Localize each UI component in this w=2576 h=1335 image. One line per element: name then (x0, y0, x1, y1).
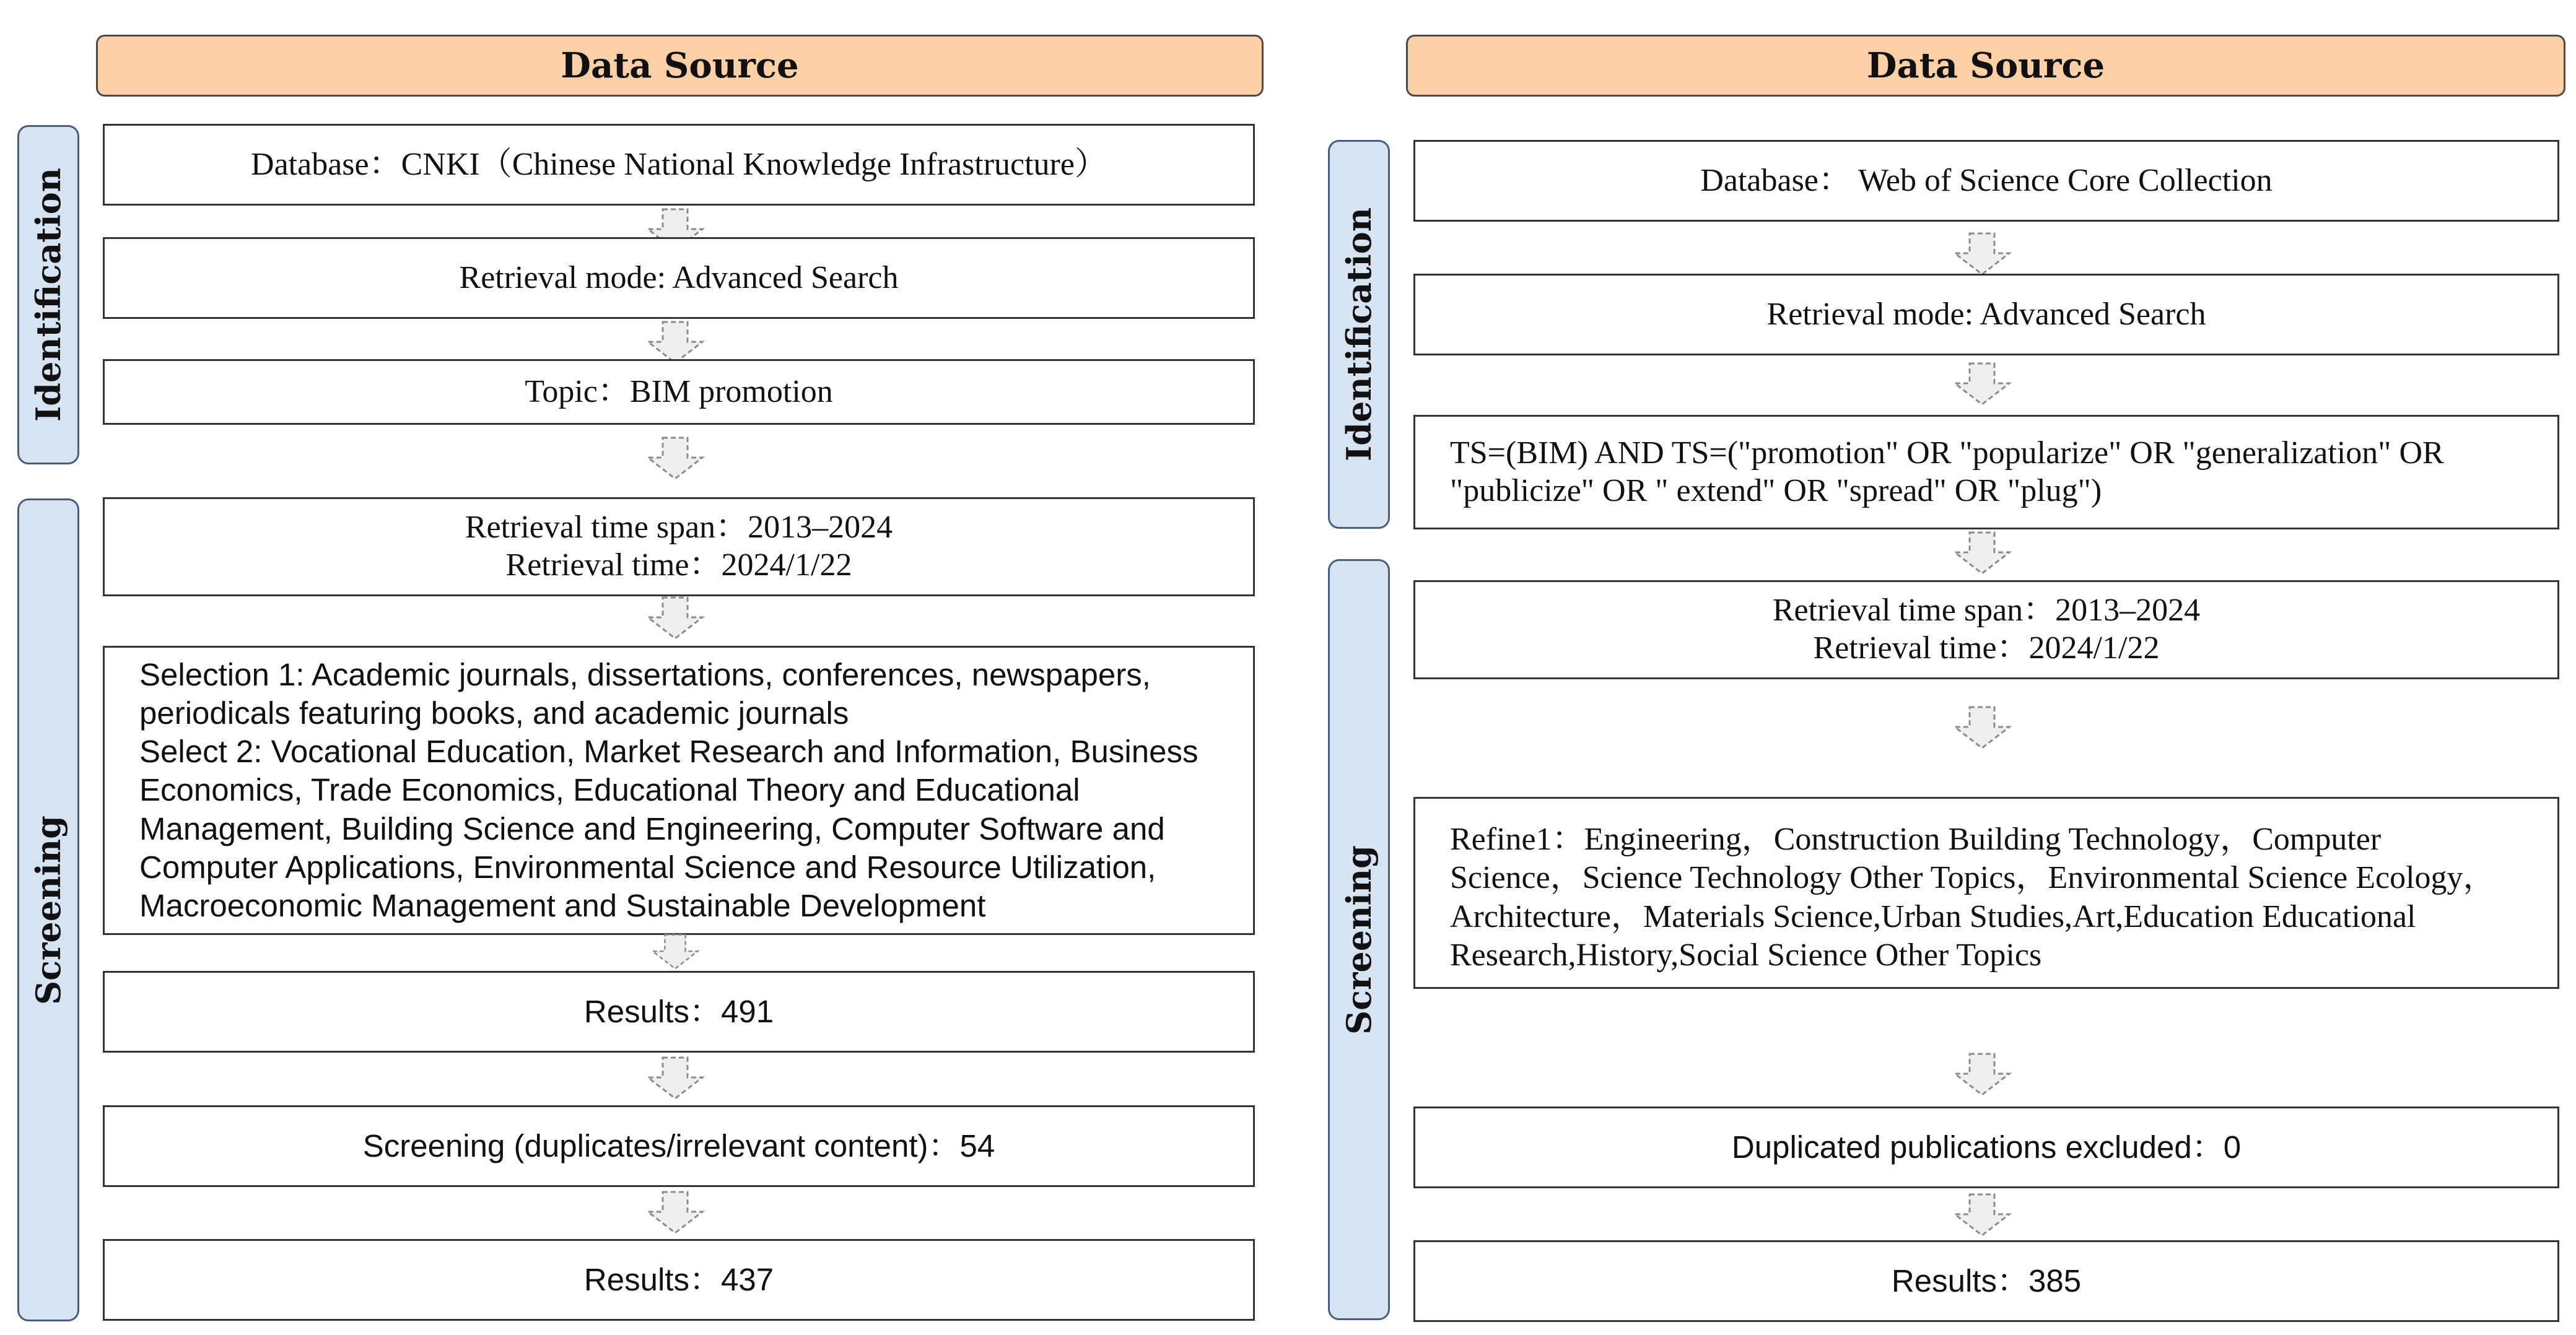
right-arrow-5 (1951, 1053, 2013, 1096)
refine-line: Science，Science Technology Other Topics，Environmental Science Ecology， (1450, 860, 2495, 896)
left-time-text: Retrieval time：2024/1/22 (505, 547, 852, 583)
left-topic-box (103, 359, 1255, 425)
right-arrow-3 (1951, 531, 2013, 575)
selection-line: Computer Applications, Environmental Science and Resource Utilization, (139, 849, 1156, 885)
left-results-initial-box (103, 971, 1255, 1053)
left-arrow-6 (644, 1056, 706, 1100)
right-retrieval-mode-box (1413, 274, 2559, 355)
left-arrow-2 (644, 321, 706, 364)
right-arrow-2 (1951, 362, 2013, 406)
right-arrow-1 (1951, 232, 2013, 276)
left-header-label: Data Source (561, 45, 799, 86)
left-topic-text: Topic：BIM promotion (525, 373, 833, 409)
right-database-text: Database： Web of Science Core Collection (1700, 162, 2273, 198)
refine-line: Refine1：Engineering，Construction Building Technology，Computer (1450, 822, 2382, 857)
right-time-span-text: Retrieval time span：2013–2024 (1772, 593, 2201, 628)
right-screening-label: Screening (1339, 845, 1379, 1035)
right-header-label: Data Source (1866, 45, 2105, 86)
left-results-initial-text: Results：491 (583, 994, 774, 1030)
left-database-box (103, 124, 1255, 206)
left-arrow-3 (644, 437, 706, 480)
right-results-final-text: Results：385 (1891, 1263, 2082, 1299)
left-screening-label: Screening (28, 815, 68, 1005)
right-query-box (1413, 415, 2559, 529)
refine-line: Research,History,Social Science Other Topics (1450, 937, 2042, 973)
left-database-text: Database：CNKI（Chinese National Knowledge Infrastructure） (251, 146, 1107, 182)
left-retrieval-time-box (103, 497, 1255, 596)
right-duplicates-text: Duplicated publications excluded：0 (1731, 1129, 2242, 1165)
refine-line: Architecture，Materials Science,Urban Studies,Art,Education Educational (1450, 898, 2416, 934)
right-results-final-box (1413, 1240, 2559, 1322)
right-time-text: Retrieval time：2024/1/22 (1813, 630, 2160, 666)
left-retrieval-mode-box (103, 237, 1255, 319)
selection-line: Management, Building Science and Engineering, Computer Software and (139, 811, 1165, 846)
left-arrow-5 (644, 934, 706, 970)
right-retrieval-mode-text: Retrieval mode: Advanced Search (1766, 296, 2206, 332)
selection-line: periodicals featuring books, and academic journals (139, 695, 849, 731)
query-line: "publicize" OR " extend" OR "spread" OR "plug") (1450, 472, 2102, 508)
right-arrow-4 (1951, 706, 2013, 749)
left-screening-text: Screening (duplicates/irrelevant content)：54 (362, 1128, 995, 1164)
left-identification-stage (17, 125, 79, 464)
left-arrow-4 (644, 596, 706, 640)
right-arrow-6 (1951, 1193, 2013, 1237)
selection-line: Economics, Trade Economics, Educational Theory and Educational (139, 772, 1080, 808)
left-selection-box (103, 646, 1255, 935)
left-time-span-text: Retrieval time span：2013–2024 (465, 510, 893, 546)
right-duplicates-box (1413, 1107, 2559, 1188)
query-line: TS=(BIM) AND TS=("promotion" OR "popularize" OR "generalization" OR (1450, 435, 2444, 471)
right-data-source-header (1406, 35, 2565, 97)
left-retrieval-mode-text: Retrieval mode: Advanced Search (459, 259, 899, 295)
right-screening-stage (1328, 559, 1390, 1320)
right-retrieval-time-box (1413, 580, 2559, 679)
right-identification-stage (1328, 140, 1390, 529)
right-refine-box (1413, 797, 2559, 989)
left-data-source-header (96, 35, 1264, 97)
right-database-box (1413, 140, 2559, 222)
left-arrow-7 (644, 1191, 706, 1234)
left-results-final-box (103, 1239, 1255, 1321)
left-identification-label: Identification (28, 168, 68, 422)
left-screening-stage (17, 498, 79, 1321)
selection-line: Selection 1: Academic journals, dissertations, conferences, newspapers, (139, 656, 1151, 692)
left-screening-box (103, 1105, 1255, 1187)
left-results-final-text: Results：437 (583, 1262, 774, 1298)
right-identification-label: Identification (1339, 207, 1379, 461)
selection-line: Macroeconomic Management and Sustainable Development (139, 888, 986, 924)
selection-line: Select 2: Vocational Education, Market Research and Information, Business (139, 734, 1198, 770)
